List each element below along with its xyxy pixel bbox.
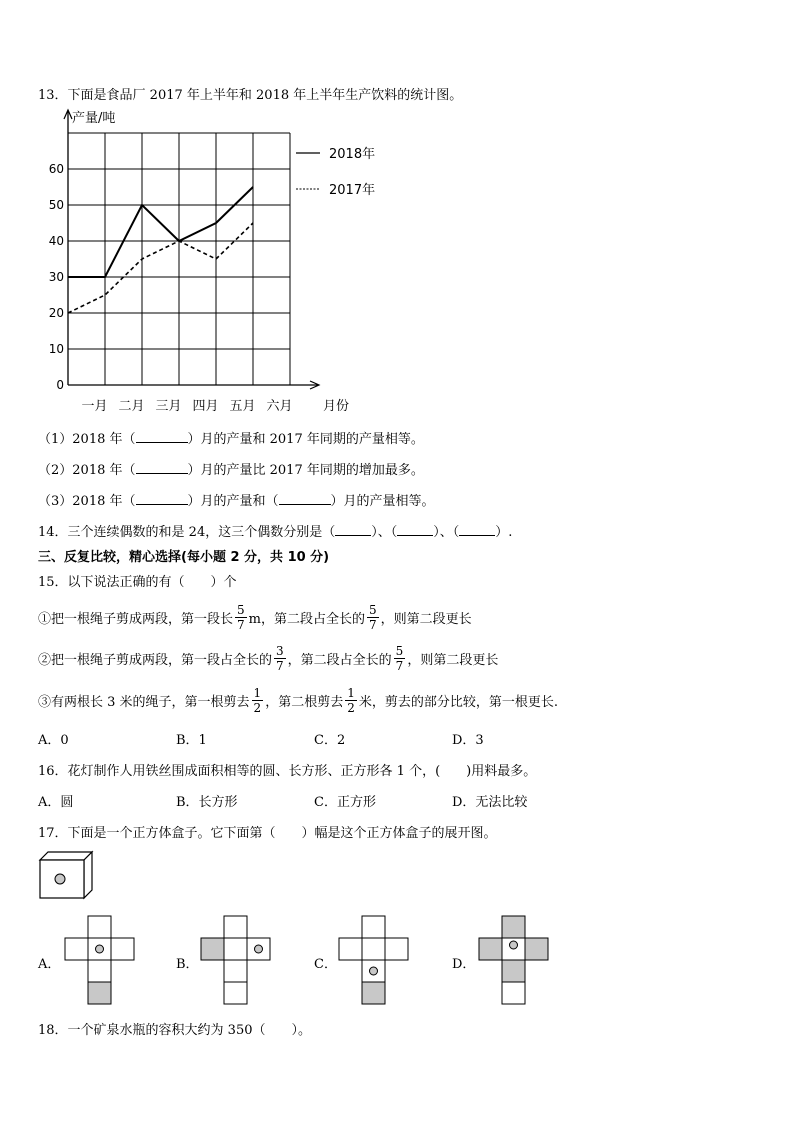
fraction: $\frac{5}{7}$ bbox=[237, 602, 245, 632]
q13-title: 13．下面是食品厂 2017 年上半年和 2018 年上半年生产饮料的统计图。 bbox=[38, 88, 463, 103]
q17-option-c[interactable]: C． bbox=[314, 957, 337, 972]
y-tick-label: 40 bbox=[48, 234, 64, 248]
answer-blank[interactable] bbox=[279, 492, 331, 505]
series-line-2018年 bbox=[68, 187, 253, 277]
answer-blank[interactable] bbox=[459, 523, 495, 536]
x-tick-label: 五月 bbox=[229, 399, 256, 414]
q17-title: 17．下面是一个正方体盒子。它下面第（ ）幅是这个正方体盒子的展开图。 bbox=[38, 826, 497, 841]
y-tick-label: 60 bbox=[48, 162, 64, 176]
q15-statement-3: ③有两根长 3 米的绳子，第一根剪去 $\frac{1}{2}$ ，第二根剪去 $\frac{1}{2}$ 米，剪去的部分比较，第一根更长. bbox=[38, 685, 558, 715]
y-axis-label: 产量/吨 bbox=[72, 111, 116, 126]
y-tick-label: 30 bbox=[48, 270, 64, 284]
q15-option-a[interactable]: A．0 bbox=[38, 733, 69, 748]
legend-label: 2017年 bbox=[329, 183, 376, 198]
q14: 14．三个连续偶数的和是 24，这三个偶数分别是（ ）、（ ）、（ ）. bbox=[38, 525, 513, 540]
x-tick-label: 二月 bbox=[118, 399, 145, 414]
q15-statement-2: ②把一根绳子剪成两段，第一段占全长的 $\frac{3}{7}$ ，第二段占全长的 $\frac{5}{7}$ ，则第二段更长 bbox=[38, 643, 499, 673]
q17-option-d[interactable]: D． bbox=[452, 957, 476, 972]
net-a[interactable] bbox=[62, 914, 138, 1008]
y-tick-label: 10 bbox=[48, 342, 64, 356]
fraction: $\frac{1}{2}$ bbox=[253, 685, 262, 715]
section-3-heading: 三、反复比较，精心选择(每小题 2 分，共 10 分) bbox=[38, 550, 330, 565]
q17-option-b[interactable]: B． bbox=[176, 957, 199, 972]
q15-title: 15．以下说法正确的有（ ）个 bbox=[38, 575, 237, 590]
y-tick-label: 50 bbox=[48, 198, 64, 212]
net-c[interactable] bbox=[336, 914, 412, 1008]
answer-blank[interactable] bbox=[397, 523, 433, 536]
x-tick-label: 六月 bbox=[266, 399, 293, 414]
q15-option-d[interactable]: D．3 bbox=[452, 733, 484, 748]
net-b[interactable] bbox=[198, 914, 274, 1008]
answer-blank[interactable] bbox=[335, 523, 371, 536]
q15-option-c[interactable]: C．2 bbox=[314, 733, 346, 748]
q18-title: 18．一个矿泉水瓶的容积大约为 350（ ）。 bbox=[38, 1023, 311, 1038]
q13-sub2: （2）2018 年（ ）月的产量比 2017 年同期的增加最多。 bbox=[38, 463, 424, 478]
q16-option-d[interactable]: D．无法比较 bbox=[452, 795, 528, 810]
series-line-2017年 bbox=[68, 223, 253, 313]
x-tick-label: 一月 bbox=[81, 399, 108, 414]
cube-figure bbox=[38, 850, 98, 902]
net-d[interactable] bbox=[476, 914, 552, 1008]
fraction: $\frac{3}{7}$ bbox=[276, 643, 284, 673]
fraction: $\frac{1}{2}$ bbox=[347, 685, 355, 715]
x-axis-label: 月份 bbox=[322, 399, 350, 414]
q15-option-b[interactable]: B．1 bbox=[176, 733, 207, 748]
fraction: $\frac{5}{7}$ bbox=[395, 643, 404, 673]
q16-option-a[interactable]: A．圆 bbox=[38, 795, 74, 810]
legend-label: 2018年 bbox=[329, 147, 376, 162]
production-line-chart bbox=[40, 105, 400, 415]
x-tick-label: 四月 bbox=[192, 399, 219, 414]
q16-option-c[interactable]: C．正方形 bbox=[314, 795, 376, 810]
y-tick-label: 20 bbox=[48, 306, 64, 320]
q13-sub1: （1）2018 年（ ）月的产量和 2017 年同期的产量相等。 bbox=[38, 432, 424, 447]
answer-blank[interactable] bbox=[136, 461, 188, 474]
q17-option-a[interactable]: A． bbox=[38, 957, 61, 972]
answer-blank[interactable] bbox=[136, 492, 188, 505]
q16-title: 16．花灯制作人用铁丝围成面积相等的圆、长方形、正方形各 1 个，( )用料最多。 bbox=[38, 764, 537, 779]
y-tick-label: 0 bbox=[56, 378, 64, 392]
q16-option-b[interactable]: B．长方形 bbox=[176, 795, 238, 810]
q15-statement-1: ①把一根绳子剪成两段，第一段长 $\frac{5}{7}$ m，第二段占全长的 $\frac{5}{7}$ ，则第二段更长 bbox=[38, 602, 472, 632]
answer-blank[interactable] bbox=[136, 430, 188, 443]
fraction: $\frac{5}{7}$ bbox=[368, 602, 377, 632]
x-tick-label: 三月 bbox=[155, 399, 182, 414]
q13-sub3: （3）2018 年（ ）月的产量和（ ）月的产量相等。 bbox=[38, 494, 435, 509]
